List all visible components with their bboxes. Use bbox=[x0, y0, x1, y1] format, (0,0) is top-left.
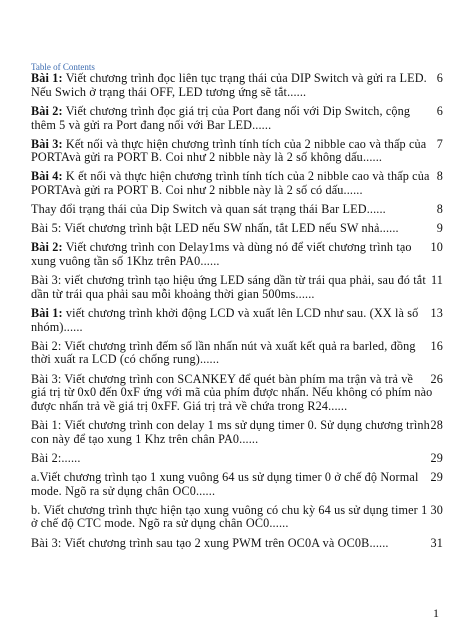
toc-entry-page: 13 bbox=[430, 305, 443, 320]
toc-entry-leader: ...... bbox=[269, 516, 289, 531]
toc-entry-page: 11 bbox=[430, 273, 443, 288]
toc-entry-text: Viết chương trình con Delay1ms và dùng nó để viết chương trình tạo xung vuông tần số 1Khz trên PA0 bbox=[31, 240, 412, 269]
toc-entry-leader: ...... bbox=[366, 202, 386, 217]
toc-entry-text: Bài 1: Viết chương trình con delay 1 ms sử dụng timer 0. Sử dụng chương trình con này để tạo xung 1 Khz trên chân PA0 bbox=[31, 418, 430, 446]
toc-entry-text: Kết nối và thực hiện chương trình tính tích của 2 nibble cao và thấp của PORTAvà gửi ra PORT B. Coi như 2 nibble này là 2 số không dấu bbox=[31, 136, 427, 165]
toc-entry-text: Bài 2: bbox=[31, 450, 62, 465]
page-number: 1 bbox=[433, 606, 439, 620]
toc-entry-page: 8 bbox=[436, 202, 443, 217]
toc-entry-label: Bài 2: bbox=[31, 103, 63, 118]
toc-entry-label: Bài 1: bbox=[31, 71, 63, 85]
toc-entry-text: Thay đổi trạng thái của Dip Switch và quan sát trạng thái Bar LED bbox=[31, 202, 367, 217]
toc-entry-leader: ...... bbox=[61, 450, 81, 465]
toc-entry-page: 29 bbox=[430, 450, 443, 465]
toc-entry[interactable] bbox=[31, 471, 443, 498]
toc-entry-leader: ...... bbox=[200, 254, 220, 269]
toc-entry[interactable] bbox=[31, 138, 443, 165]
toc-entry[interactable] bbox=[31, 170, 443, 197]
toc-entry-page: 7 bbox=[436, 136, 443, 151]
toc-entry-text: Bài 3: viết chương trình tạo hiệu ứng LED sáng dần từ trái qua phải, sau đó tắt dần từ trái qua phải sau mỗi khoảng thời gian 500ms bbox=[31, 273, 426, 301]
toc-entry[interactable] bbox=[31, 105, 443, 132]
toc-entry-text: Bài 5: Viết chương trình bật LED nếu SW nhấn, tắt LED nếu SW nhả bbox=[31, 221, 380, 236]
toc-entry-text: K ết nối và thực hiện chương trình tính tích của 2 nibble cao và thấp của PORTAvà gửi ra PORT B. Coi như 2 nibble này là 2 số có dấu bbox=[31, 169, 430, 198]
toc-entry-leader: ...... bbox=[343, 183, 363, 198]
toc-entry-page: 6 bbox=[436, 71, 443, 85]
toc-entry-text: Bài 2: Viết chương trình đếm số lần nhấn nút và xuất kết quả ra barled, đồng thời xuất ra LCD (có chống rung) bbox=[31, 338, 416, 367]
toc-entry-text: a.Viết chương trình tạo 1 xung vuông 64 us sử dụng timer 0 ở chế độ Normal mode. Ngõ ra sử dụng chân OC0 bbox=[31, 469, 419, 498]
toc-entry-page: 30 bbox=[430, 502, 443, 517]
toc-entry-page: 8 bbox=[436, 169, 443, 184]
toc-entry-leader: ...... bbox=[287, 84, 307, 99]
toc-heading: Table of Contents bbox=[31, 62, 95, 72]
toc-entry-leader: ...... bbox=[239, 431, 259, 446]
toc-entry-leader: ...... bbox=[195, 483, 216, 498]
toc-entry-text: b. Viết chương trình thực hiện tạo xung vuông có chu kỳ 64 us sử dụng timer 1 ở chế độ CTC mode. Ngõ ra sử dụng chân OC0 bbox=[31, 502, 428, 531]
toc-entry-page: 31 bbox=[430, 535, 443, 550]
toc-entry[interactable] bbox=[31, 222, 443, 236]
toc-entry-leader: ...... bbox=[199, 352, 220, 367]
toc-entry-text: viết chương trình khởi động LCD và xuất lên LCD như sau. (XX là số nhóm) bbox=[31, 305, 419, 334]
toc-entry[interactable] bbox=[31, 452, 443, 466]
toc-entry[interactable] bbox=[31, 504, 443, 531]
toc-entry-page: 9 bbox=[436, 221, 443, 236]
toc-entry-leader: ...... bbox=[252, 117, 272, 132]
toc-entry-leader: ...... bbox=[362, 150, 383, 165]
toc-entry-page: 26 bbox=[430, 371, 443, 386]
toc-entry[interactable] bbox=[31, 537, 443, 551]
toc-entry[interactable] bbox=[31, 274, 443, 301]
toc-entry-leader: ...... bbox=[295, 286, 315, 301]
toc-entry-page: 10 bbox=[430, 240, 443, 255]
toc-entry[interactable] bbox=[31, 340, 443, 367]
toc-entry-label: Bài 4: bbox=[31, 169, 63, 184]
toc-entry[interactable] bbox=[31, 72, 443, 99]
toc-entry[interactable] bbox=[31, 307, 443, 334]
toc-entry-leader: ...... bbox=[379, 221, 399, 236]
toc-entry-leader: ...... bbox=[63, 319, 83, 334]
toc-entry-leader: ...... bbox=[328, 398, 348, 413]
toc-entry-page: 29 bbox=[430, 469, 443, 484]
toc-entry-label: Bài 3: bbox=[31, 136, 63, 151]
toc-entry-text: Bài 3: Viết chương trình sau tạo 2 xung PWM trên OC0A và OC0B bbox=[31, 535, 370, 550]
toc-entry[interactable] bbox=[31, 419, 443, 446]
toc-entry[interactable] bbox=[31, 241, 443, 268]
toc-entry-page: 6 bbox=[436, 103, 443, 118]
toc-entry-label: Bài 1: bbox=[31, 305, 63, 320]
toc-entry-page: 16 bbox=[430, 338, 443, 353]
toc-list bbox=[31, 72, 443, 556]
toc-entry[interactable] bbox=[31, 373, 443, 414]
toc-entry-page: 28 bbox=[430, 418, 443, 433]
toc-entry-text: Viết chương trình đọc liên tục trạng thái của DIP Switch và gửi ra LED. Nếu Swich ở trạng thái OFF, LED tương ứng sẽ tắt bbox=[31, 71, 427, 99]
toc-entry-text: Viết chương trình đọc giá trị của Port đang nối với Dip Switch, cộng thêm 5 và gửi ra Port đang nối với Bar LED bbox=[31, 103, 411, 132]
toc-entry-text: Bài 3: Viết chương trình con SCANKEY để quét bàn phím ma trận và trả về giá trị từ 0x0 đến 0xF ứng với mã của phím được nhấn. Nếu không có phím nào được nhấn trả về giá trị 0xFF. Giá trị trả về chứa trong R24 bbox=[31, 371, 433, 413]
toc-entry-label: Bài 2: bbox=[31, 240, 63, 255]
toc-entry[interactable] bbox=[31, 203, 443, 217]
toc-entry-leader: ...... bbox=[369, 535, 389, 550]
